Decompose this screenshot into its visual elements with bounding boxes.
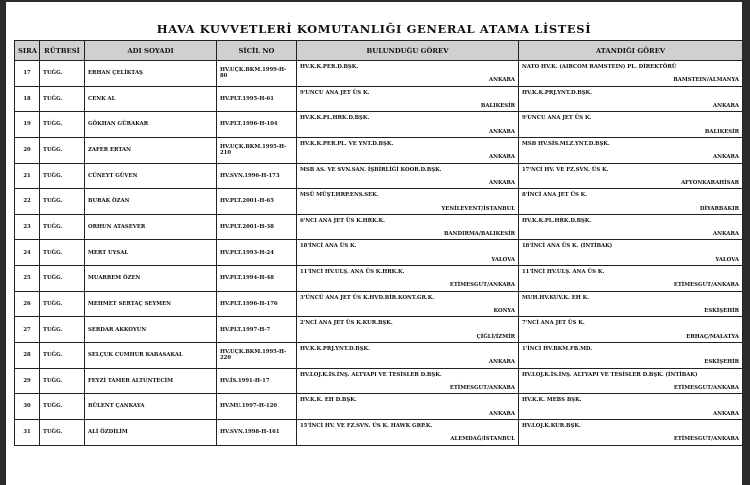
assigned-post-title: 17'NCİ HV. VE FZ.SVN. ÜS K.: [522, 166, 609, 173]
name-cell: ALİ ÖZDİLİM: [85, 419, 217, 445]
assigned-post-cell: [519, 112, 743, 138]
assigned-post-content: [522, 369, 739, 394]
current-post-content: [300, 240, 515, 265]
assigned-post-location: DİYARBAKIR: [699, 205, 739, 212]
current-post-content: [300, 266, 515, 291]
table-row: [15, 394, 743, 420]
current-post-location: YENİLEVENT/İSTANBUL: [441, 205, 515, 212]
table-row: [15, 137, 743, 163]
assigned-post-title: 11'İNCİ HV.ULŞ. ANA ÜS K.: [522, 269, 605, 276]
current-post-title: MSÜ MÜŞT.HRP.ENS.SEK.: [300, 192, 379, 199]
assigned-post-location: ANKARA: [713, 231, 739, 238]
current-post-location: ÇİĞLİ/İZMİR: [476, 333, 515, 340]
assigned-post-content: [522, 87, 739, 112]
assigned-post-location: RAMSTEIN/ALMANYA: [673, 77, 739, 84]
sicil-cell: HV.UÇK.BKM.1999-H-80: [217, 61, 297, 87]
rutbe-cell: TUĞG.: [40, 317, 85, 343]
current-post-title: HV.K.K.PRJ.YNT.D.BŞK.: [300, 346, 370, 353]
assignment-table: [14, 40, 743, 446]
sicil-cell: HV.MU.1997-H-120: [217, 394, 297, 420]
assigned-post-cell: [519, 163, 743, 189]
header-sira: SIRA: [15, 41, 40, 61]
assigned-post-content: [522, 420, 739, 445]
current-post-content: [300, 189, 515, 214]
assigned-post-content: [522, 266, 739, 291]
sira-cell: 18: [15, 86, 40, 112]
assigned-post-cell: [519, 61, 743, 87]
rutbe-cell: TUĞG.: [40, 163, 85, 189]
sicil-cell: HV.PLT.1996-H-176: [217, 291, 297, 317]
current-post-location: BANDIRMA/BALIKESİR: [444, 231, 515, 238]
assigned-post-title: HV.K.K. MEBS BŞK.: [522, 397, 582, 404]
current-post-location: BALIKESİR: [480, 102, 515, 109]
current-post-cell: [297, 189, 519, 215]
assigned-post-title: 1'İNCİ HV.BKM.FB.MD.: [522, 346, 593, 353]
assigned-post-content: [522, 317, 739, 342]
sicil-cell: HV.İS.1991-H-17: [217, 368, 297, 394]
assigned-post-cell: [519, 266, 743, 292]
sira-cell: 23: [15, 214, 40, 240]
assigned-post-cell: [519, 214, 743, 240]
current-post-title: HV.K.K.PL.HRK.D.BŞK.: [300, 115, 370, 122]
current-post-cell: [297, 394, 519, 420]
table-row: [15, 61, 743, 87]
table-row: [15, 291, 743, 317]
current-post-title: HV.LOJ.K.İS.İNŞ. ALTYAPI VE TESİSLER D.BŞK.: [300, 371, 442, 378]
sicil-cell: HV.PLT.1997-H-7: [217, 317, 297, 343]
current-post-cell: [297, 61, 519, 87]
assigned-post-title: 8'İNCİ ANA JET ÜS K.: [522, 192, 588, 199]
table-row: [15, 86, 743, 112]
assigned-post-location: ETİMESGUT/ANKARA: [673, 436, 739, 443]
current-post-cell: [297, 163, 519, 189]
current-post-cell: [297, 214, 519, 240]
sicil-cell: HV.PLT.2001-H-38: [217, 214, 297, 240]
assigned-post-content: [522, 61, 739, 86]
current-post-content: [300, 61, 515, 86]
current-post-title: 3'ÜNCÜ ANA JET ÜS K.HVD.BİR.KONT.GR.K.: [300, 294, 435, 301]
assigned-post-content: [522, 343, 739, 368]
current-post-cell: [297, 291, 519, 317]
current-post-content: [300, 292, 515, 317]
name-cell: MEHMET SERTAÇ SEYMEN: [85, 291, 217, 317]
rutbe-cell: TUĞG.: [40, 189, 85, 215]
name-cell: ZAFER ERTAN: [85, 137, 217, 163]
current-post-location: ANKARA: [489, 359, 515, 366]
current-post-title: HV.K.K.PER.D.BŞK.: [300, 64, 359, 70]
table-row: [15, 317, 743, 343]
assigned-post-cell: [519, 343, 743, 369]
assigned-post-content: [522, 292, 739, 317]
sira-cell: 20: [15, 137, 40, 163]
rutbe-cell: TUĞG.: [40, 214, 85, 240]
name-cell: SELÇUK CUMHUR KABASAKAL: [85, 343, 217, 369]
header-rutbe: RÜTBESİ: [40, 41, 85, 61]
sira-cell: 25: [15, 266, 40, 292]
current-post-cell: [297, 317, 519, 343]
sicil-cell: HV.PLT.1995-H-61: [217, 86, 297, 112]
current-post-content: [300, 215, 515, 240]
assigned-post-content: [522, 394, 739, 419]
assigned-post-content: [522, 215, 739, 240]
rutbe-cell: TUĞG.: [40, 394, 85, 420]
sira-cell: 26: [15, 291, 40, 317]
table-row: [15, 112, 743, 138]
current-post-title: HV.K.K. EH D.BŞK.: [300, 397, 357, 404]
assigned-post-cell: [519, 240, 743, 266]
current-post-content: [300, 138, 515, 163]
current-post-cell: [297, 343, 519, 369]
assigned-post-title: 18'İNCİ ANA ÜS K. (İNTİBAK): [522, 243, 613, 250]
sira-cell: 30: [15, 394, 40, 420]
rutbe-cell: TUĞG.: [40, 368, 85, 394]
current-post-title: 6'NCI ANA JET ÜS K.HRK.K.: [300, 217, 385, 224]
assigned-post-location: ERHAÇ/MALATYA: [686, 333, 739, 340]
name-cell: ORHUN ATASEVER: [85, 214, 217, 240]
assigned-post-title: HV.LOJ.K.İS.İNŞ. ALTYAPI VE TESİSLER D.BŞK. (İNTİBAK): [522, 371, 698, 378]
assigned-post-title: MUH.HV.KUV.K. EH K.: [522, 294, 590, 301]
sira-cell: 24: [15, 240, 40, 266]
assigned-post-location: ANKARA: [713, 154, 739, 161]
current-post-cell: [297, 266, 519, 292]
sira-cell: 21: [15, 163, 40, 189]
sicil-cell: HV.UÇK.BKM.1995-H-220: [217, 343, 297, 369]
current-post-cell: [297, 112, 519, 138]
current-post-cell: [297, 419, 519, 445]
rutbe-cell: TUĞG.: [40, 112, 85, 138]
name-cell: FEYZİ TAMER ALTUNTECİM: [85, 368, 217, 394]
name-cell: BURAK ÖZAN: [85, 189, 217, 215]
current-post-title: 18'İNCİ ANA ÜS K.: [300, 243, 357, 250]
table-row: [15, 163, 743, 189]
assigned-post-cell: [519, 189, 743, 215]
current-post-content: [300, 87, 515, 112]
name-cell: GÖKHAN GÜRAKAR: [85, 112, 217, 138]
current-post-title: HV.K.K.PER.PL. VE YNT.D.BŞK.: [300, 140, 394, 147]
table-row: [15, 419, 743, 445]
assigned-post-cell: [519, 368, 743, 394]
current-post-title: 11'İNCİ HV.ULŞ. ANA ÜS K.HRK.K.: [300, 269, 405, 276]
current-post-content: [300, 420, 515, 445]
sira-cell: 22: [15, 189, 40, 215]
current-post-content: [300, 112, 515, 137]
current-post-location: ANKARA: [489, 128, 515, 135]
assigned-post-location: ETİMESGUT/ANKARA: [673, 282, 739, 289]
current-post-content: [300, 164, 515, 189]
sicil-cell: HV.PLT.2001-H-65: [217, 189, 297, 215]
assigned-post-title: 7'NCİ ANA JET ÜS K.: [522, 320, 585, 327]
name-cell: MUARREM ÖZEN: [85, 266, 217, 292]
sicil-cell: HV.SVN.1996-H-173: [217, 163, 297, 189]
current-post-location: ANKARA: [489, 179, 515, 186]
rutbe-cell: TUĞG.: [40, 419, 85, 445]
rutbe-cell: TUĞG.: [40, 86, 85, 112]
sira-cell: 27: [15, 317, 40, 343]
table-row: [15, 368, 743, 394]
rutbe-cell: TUĞG.: [40, 240, 85, 266]
assigned-post-title: 9'UNCU ANA JET ÜS K.: [522, 115, 592, 122]
current-post-title: 9'UNCU ANA JET ÜS K.: [300, 89, 370, 96]
assigned-post-content: [522, 138, 739, 163]
assigned-post-location: ANKARA: [713, 102, 739, 109]
assigned-post-cell: [519, 137, 743, 163]
current-post-location: ETİMESGUT/ANKARA: [449, 384, 515, 391]
assigned-post-title: NATO HV.K. (AIRCOM RAMSTEIN) PL. DİREKTÖRÜ: [522, 64, 677, 70]
assigned-post-title: HV.K.K.PL.HRK.D.BŞK.: [522, 217, 592, 224]
table-row: [15, 266, 743, 292]
assigned-post-location: ETİMESGUT/ANKARA: [673, 384, 739, 391]
assigned-post-cell: [519, 86, 743, 112]
current-post-title: MSB AS. VE SVN.SAN. İŞBİRLİĞİ KOOR.D.BŞK.: [300, 166, 442, 173]
assigned-post-content: [522, 164, 739, 189]
rutbe-cell: TUĞG.: [40, 343, 85, 369]
assigned-post-content: [522, 112, 739, 137]
current-post-cell: [297, 240, 519, 266]
sicil-cell: HV.PLT.1993-H-24: [217, 240, 297, 266]
assigned-post-cell: [519, 317, 743, 343]
assigned-post-location: BALIKESİR: [704, 128, 739, 135]
assigned-post-title: HV.K.K.PRJ.YNT.D.BŞK.: [522, 89, 592, 96]
name-cell: SERDAR AKKOYUN: [85, 317, 217, 343]
rutbe-cell: TUĞG.: [40, 291, 85, 317]
assigned-post-location: YALOVA: [715, 256, 739, 263]
current-post-content: [300, 343, 515, 368]
header-atandigi-gorev: ATANDIĞI GÖREV: [519, 41, 743, 61]
assigned-post-cell: [519, 394, 743, 420]
current-post-content: [300, 394, 515, 419]
current-post-title: 15'İNCİ HV. VE FZ.SVN. ÜS K. HAWK GRP.K.: [300, 422, 433, 429]
header-adi-soyadi: ADI SOYADI: [85, 41, 217, 61]
current-post-location: ANKARA: [489, 77, 515, 84]
assigned-post-location: ESKİŞEHİR: [704, 308, 739, 315]
sira-cell: 17: [15, 61, 40, 87]
current-post-location: ANKARA: [489, 154, 515, 161]
assigned-post-location: ESKİŞEHİR: [704, 359, 739, 366]
table-row: [15, 240, 743, 266]
name-cell: BÜLENT ÇANKAYA: [85, 394, 217, 420]
document-title: HAVA KUVVETLERİ KOMUTANLIĞI GENERAL ATAMA LİSTESİ: [156, 22, 592, 36]
name-cell: ERHAN ÇELİKTAŞ: [85, 61, 217, 87]
sira-cell: 29: [15, 368, 40, 394]
document-page: [6, 2, 742, 485]
sicil-cell: HV.UÇK.BKM.1995-H-210: [217, 137, 297, 163]
table-row: [15, 214, 743, 240]
assigned-post-location: ANKARA: [713, 410, 739, 417]
table-header-row: [15, 41, 743, 61]
assigned-post-content: [522, 189, 739, 214]
name-cell: CENK AL: [85, 86, 217, 112]
current-post-title: 2'NCİ ANA JET ÜS K.KUR.BŞK.: [300, 320, 393, 327]
assigned-post-cell: [519, 291, 743, 317]
rutbe-cell: TUĞG.: [40, 137, 85, 163]
name-cell: CÜNEYT GÜVEN: [85, 163, 217, 189]
sira-cell: 31: [15, 419, 40, 445]
table-row: [15, 189, 743, 215]
current-post-location: ETİMESGUT/ANKARA: [449, 282, 515, 289]
rutbe-cell: TUĞG.: [40, 266, 85, 292]
current-post-location: YALOVA: [491, 256, 515, 263]
current-post-content: [300, 317, 515, 342]
sira-cell: 19: [15, 112, 40, 138]
rutbe-cell: TUĞG.: [40, 61, 85, 87]
sicil-cell: HV.PLT.1994-H-48: [217, 266, 297, 292]
current-post-location: KONYA: [493, 308, 515, 315]
assigned-post-cell: [519, 419, 743, 445]
sicil-cell: HV.PLT.1996-H-104: [217, 112, 297, 138]
header-bulundugu-gorev: BULUNDUĞU GÖREV: [297, 41, 519, 61]
sicil-cell: HV.SVN.1998-H-161: [217, 419, 297, 445]
current-post-location: ANKARA: [489, 410, 515, 417]
current-post-content: [300, 369, 515, 394]
assigned-post-title: HV.LOJ.K.KUR.BŞK.: [522, 422, 581, 429]
header-sicil-no: SİCİL NO: [217, 41, 297, 61]
current-post-cell: [297, 368, 519, 394]
table-row: [15, 343, 743, 369]
name-cell: MERT UYSAL: [85, 240, 217, 266]
current-post-cell: [297, 137, 519, 163]
assigned-post-location: AFYONKARAHİSAR: [681, 179, 739, 186]
assigned-post-content: [522, 240, 739, 265]
sira-cell: 28: [15, 343, 40, 369]
assigned-post-title: MSB HV.SİS.MLZ.YNT.D.BŞK.: [522, 140, 610, 147]
current-post-location: ALEMDAĞ/İSTANBUL: [450, 436, 515, 443]
current-post-cell: [297, 86, 519, 112]
